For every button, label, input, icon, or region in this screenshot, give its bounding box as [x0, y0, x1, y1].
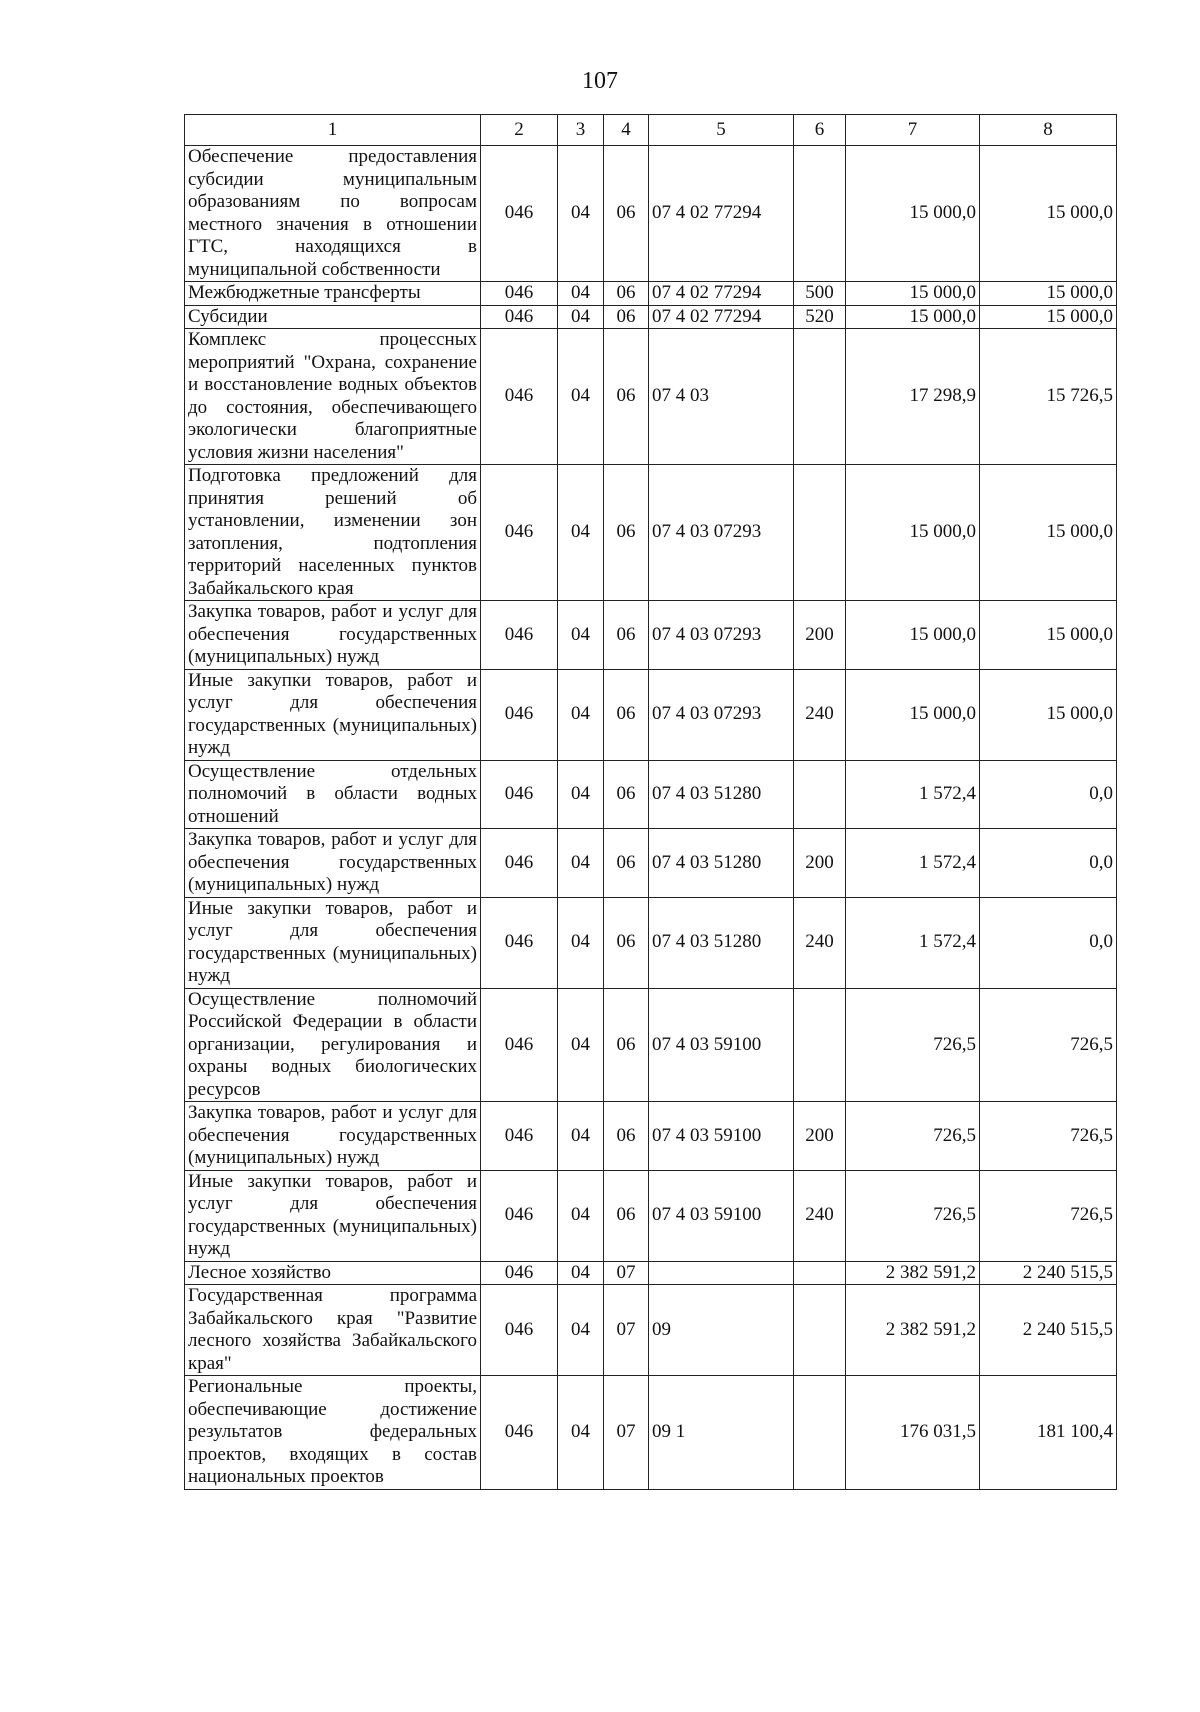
subsection-code: 06: [604, 305, 649, 329]
subsection-code: 07: [604, 1261, 649, 1285]
row-name: Закупка товаров, работ и услуг для обеспечения государственных (муниципальных) нужд: [185, 1102, 481, 1171]
target-article: 07 4 03 59100: [649, 1170, 794, 1261]
table-row: [185, 1170, 1117, 1261]
amount-year-1: 15 000,0: [846, 669, 980, 760]
amount-year-2: 181 100,4: [980, 1376, 1117, 1490]
target-article: 09 1: [649, 1376, 794, 1490]
section-code: 04: [558, 897, 604, 988]
amount-year-1: 15 000,0: [846, 146, 980, 282]
table-row: [185, 669, 1117, 760]
row-name: Осуществление полномочий Российской Федерации в области организации, регулирования и охраны водных биологических ресурсов: [185, 988, 481, 1102]
section-code: 04: [558, 305, 604, 329]
amount-year-1: 726,5: [846, 1170, 980, 1261]
admin-code: 046: [481, 669, 558, 760]
table-row: [185, 1261, 1117, 1285]
header-cell: 4: [604, 115, 649, 146]
admin-code: 046: [481, 1102, 558, 1171]
amount-year-2: 15 000,0: [980, 146, 1117, 282]
section-code: 04: [558, 465, 604, 601]
table-row: [185, 829, 1117, 898]
amount-year-2: 0,0: [980, 897, 1117, 988]
budget-table: [184, 114, 1117, 1490]
amount-year-1: 726,5: [846, 988, 980, 1102]
table-row: [185, 988, 1117, 1102]
target-article: 07 4 03: [649, 329, 794, 465]
subsection-code: 06: [604, 988, 649, 1102]
admin-code: 046: [481, 1376, 558, 1490]
row-name: Осуществление отдельных полномочий в области водных отношений: [185, 760, 481, 829]
amount-year-1: 2 382 591,2: [846, 1285, 980, 1376]
expense-type: [794, 329, 846, 465]
amount-year-1: 1 572,4: [846, 760, 980, 829]
expense-type: [794, 465, 846, 601]
target-article: 09: [649, 1285, 794, 1376]
admin-code: 046: [481, 897, 558, 988]
target-article: 07 4 03 07293: [649, 601, 794, 670]
amount-year-2: 15 000,0: [980, 669, 1117, 760]
amount-year-1: 726,5: [846, 1102, 980, 1171]
amount-year-1: 1 572,4: [846, 897, 980, 988]
subsection-code: 06: [604, 669, 649, 760]
target-article: 07 4 02 77294: [649, 305, 794, 329]
amount-year-2: 0,0: [980, 829, 1117, 898]
table-row: [185, 760, 1117, 829]
amount-year-1: 15 000,0: [846, 305, 980, 329]
amount-year-1: 15 000,0: [846, 601, 980, 670]
header-cell: 6: [794, 115, 846, 146]
target-article: 07 4 03 59100: [649, 988, 794, 1102]
target-article: [649, 1261, 794, 1285]
section-code: 04: [558, 1170, 604, 1261]
row-name: Комплекс процессных мероприятий "Охрана, сохранение и восстановление водных объектов до состояния, обеспечивающего экологически благоприятные условия жизни населения": [185, 329, 481, 465]
header-row: [185, 115, 1117, 146]
page-number: 107: [582, 68, 618, 94]
amount-year-1: 2 382 591,2: [846, 1261, 980, 1285]
expense-type: 200: [794, 1102, 846, 1171]
row-name: Иные закупки товаров, работ и услуг для обеспечения государственных (муниципальных) нужд: [185, 669, 481, 760]
table-row: [185, 1102, 1117, 1171]
amount-year-2: 15 000,0: [980, 305, 1117, 329]
amount-year-1: 15 000,0: [846, 465, 980, 601]
admin-code: 046: [481, 1170, 558, 1261]
amount-year-2: 15 000,0: [980, 282, 1117, 306]
expense-type: [794, 1376, 846, 1490]
subsection-code: 06: [604, 329, 649, 465]
section-code: 04: [558, 146, 604, 282]
section-code: 04: [558, 1376, 604, 1490]
amount-year-2: 0,0: [980, 760, 1117, 829]
section-code: 04: [558, 601, 604, 670]
expense-type: 500: [794, 282, 846, 306]
target-article: 07 4 03 51280: [649, 760, 794, 829]
expense-type: 520: [794, 305, 846, 329]
admin-code: 046: [481, 760, 558, 829]
row-name: Обеспечение предоставления субсидии муниципальным образованиям по вопросам местного значения в отношении ГТС, находящихся в муниципальной собственности: [185, 146, 481, 282]
expense-type: 240: [794, 897, 846, 988]
subsection-code: 06: [604, 897, 649, 988]
expense-type: [794, 146, 846, 282]
expense-type: [794, 1285, 846, 1376]
amount-year-2: 2 240 515,5: [980, 1261, 1117, 1285]
amount-year-2: 726,5: [980, 988, 1117, 1102]
header-cell: 5: [649, 115, 794, 146]
admin-code: 046: [481, 305, 558, 329]
amount-year-1: 176 031,5: [846, 1376, 980, 1490]
table-row: [185, 601, 1117, 670]
admin-code: 046: [481, 146, 558, 282]
amount-year-2: 15 726,5: [980, 329, 1117, 465]
admin-code: 046: [481, 601, 558, 670]
section-code: 04: [558, 329, 604, 465]
expense-type: [794, 760, 846, 829]
admin-code: 046: [481, 329, 558, 465]
target-article: 07 4 03 59100: [649, 1102, 794, 1171]
target-article: 07 4 02 77294: [649, 282, 794, 306]
expense-type: 240: [794, 669, 846, 760]
subsection-code: 07: [604, 1285, 649, 1376]
section-code: 04: [558, 1261, 604, 1285]
subsection-code: 06: [604, 829, 649, 898]
admin-code: 046: [481, 1285, 558, 1376]
row-name: Иные закупки товаров, работ и услуг для обеспечения государственных (муниципальных) нужд: [185, 1170, 481, 1261]
table-row: [185, 329, 1117, 465]
target-article: 07 4 02 77294: [649, 146, 794, 282]
subsection-code: 06: [604, 1102, 649, 1171]
amount-year-1: 15 000,0: [846, 282, 980, 306]
table-row: [185, 897, 1117, 988]
section-code: 04: [558, 669, 604, 760]
header-cell: 1: [185, 115, 481, 146]
amount-year-2: 726,5: [980, 1170, 1117, 1261]
subsection-code: 07: [604, 1376, 649, 1490]
row-name: Межбюджетные трансферты: [185, 282, 481, 306]
header-cell: 8: [980, 115, 1117, 146]
subsection-code: 06: [604, 760, 649, 829]
header-cell: 7: [846, 115, 980, 146]
row-name: Субсидии: [185, 305, 481, 329]
subsection-code: 06: [604, 1170, 649, 1261]
amount-year-2: 15 000,0: [980, 465, 1117, 601]
table-row: [185, 1285, 1117, 1376]
admin-code: 046: [481, 1261, 558, 1285]
amount-year-2: 15 000,0: [980, 601, 1117, 670]
section-code: 04: [558, 1102, 604, 1171]
header-cell: 3: [558, 115, 604, 146]
admin-code: 046: [481, 829, 558, 898]
row-name: Государственная программа Забайкальского края "Развитие лесного хозяйства Забайкальского края": [185, 1285, 481, 1376]
row-name: Закупка товаров, работ и услуг для обеспечения государственных (муниципальных) нужд: [185, 601, 481, 670]
subsection-code: 06: [604, 146, 649, 282]
section-code: 04: [558, 282, 604, 306]
table-row: [185, 282, 1117, 306]
target-article: 07 4 03 51280: [649, 897, 794, 988]
admin-code: 046: [481, 282, 558, 306]
section-code: 04: [558, 988, 604, 1102]
amount-year-2: 726,5: [980, 1102, 1117, 1171]
amount-year-1: 1 572,4: [846, 829, 980, 898]
table-row: [185, 465, 1117, 601]
table-row: [185, 146, 1117, 282]
target-article: 07 4 03 51280: [649, 829, 794, 898]
subsection-code: 06: [604, 601, 649, 670]
target-article: 07 4 03 07293: [649, 669, 794, 760]
expense-type: 200: [794, 601, 846, 670]
target-article: 07 4 03 07293: [649, 465, 794, 601]
header-cell: 2: [481, 115, 558, 146]
expense-type: [794, 1261, 846, 1285]
admin-code: 046: [481, 465, 558, 601]
table-row: [185, 1376, 1117, 1490]
section-code: 04: [558, 1285, 604, 1376]
subsection-code: 06: [604, 465, 649, 601]
section-code: 04: [558, 760, 604, 829]
expense-type: 240: [794, 1170, 846, 1261]
row-name: Иные закупки товаров, работ и услуг для обеспечения государственных (муниципальных) нужд: [185, 897, 481, 988]
row-name: Лесное хозяйство: [185, 1261, 481, 1285]
table-row: [185, 305, 1117, 329]
amount-year-1: 17 298,9: [846, 329, 980, 465]
section-code: 04: [558, 829, 604, 898]
row-name: Закупка товаров, работ и услуг для обеспечения государственных (муниципальных) нужд: [185, 829, 481, 898]
row-name: Региональные проекты, обеспечивающие достижение результатов федеральных проектов, входящих в состав национальных проектов: [185, 1376, 481, 1490]
amount-year-2: 2 240 515,5: [980, 1285, 1117, 1376]
row-name: Подготовка предложений для принятия решений об установлении, изменении зон затопления, подтопления территорий населенных пунктов Забайкальского края: [185, 465, 481, 601]
expense-type: 200: [794, 829, 846, 898]
admin-code: 046: [481, 988, 558, 1102]
expense-type: [794, 988, 846, 1102]
subsection-code: 06: [604, 282, 649, 306]
